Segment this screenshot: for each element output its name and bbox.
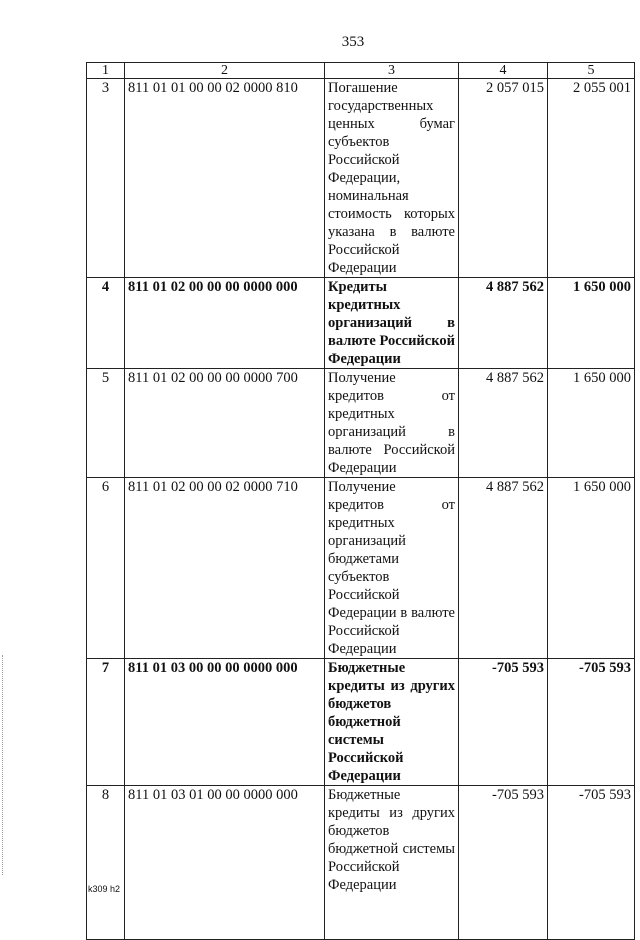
value-col-5: 1 650 000 (548, 278, 635, 369)
table-row (87, 786, 635, 940)
row-description: Кредиты кредитных организаций в валюте Российской Федерации (325, 278, 459, 369)
value-col-4: -705 593 (459, 786, 548, 940)
value-col-4: 4 887 562 (459, 478, 548, 659)
value-col-4: 4 887 562 (459, 278, 548, 369)
value-col-4: 4 887 562 (459, 369, 548, 478)
row-description: Бюджетные кредиты из других бюджетов бюджетной системы Российской Федерации (325, 786, 459, 940)
row-description: Погашение государственных ценных бумаг субъектов Российской Федерации, номинальная стоимость которых указана в валюте Российской Федерации (325, 79, 459, 278)
value-col-5: -705 593 (548, 786, 635, 940)
row-number: 4 (87, 278, 125, 369)
budget-table (86, 62, 635, 940)
table-row (87, 79, 635, 278)
table-row (87, 369, 635, 478)
table-header-row (87, 63, 635, 79)
budget-code: 811 01 02 00 00 00 0000 000 (125, 278, 325, 369)
row-number: 5 (87, 369, 125, 478)
row-number: 8 (87, 786, 125, 940)
table-row (87, 659, 635, 786)
budget-code: 811 01 03 00 00 00 0000 000 (125, 659, 325, 786)
table-row (87, 278, 635, 369)
value-col-4: -705 593 (459, 659, 548, 786)
value-col-5: 1 650 000 (548, 478, 635, 659)
table-row (87, 478, 635, 659)
value-col-5: -705 593 (548, 659, 635, 786)
row-number: 7 (87, 659, 125, 786)
budget-code: 811 01 02 00 00 00 0000 700 (125, 369, 325, 478)
budget-code: 811 01 01 00 00 02 0000 810 (125, 79, 325, 278)
row-number: 3 (87, 79, 125, 278)
row-description: Получение кредитов от кредитных организаций в валюте Российской Федерации (325, 369, 459, 478)
row-number: 6 (87, 478, 125, 659)
value-col-5: 1 650 000 (548, 369, 635, 478)
row-description: Бюджетные кредиты из других бюджетов бюджетной системы Российской Федерации (325, 659, 459, 786)
row-description: Получение кредитов от кредитных организаций бюджетами субъектов Российской Федерации в валюте Российской Федерации (325, 478, 459, 659)
budget-code: 811 01 03 01 00 00 0000 000 (125, 786, 325, 940)
value-col-4: 2 057 015 (459, 79, 548, 278)
column-header: 5 (548, 63, 635, 79)
column-header: 2 (125, 63, 325, 79)
column-header: 1 (87, 63, 125, 79)
page-number: 353 (341, 34, 365, 50)
column-header: 4 (459, 63, 548, 79)
budget-code: 811 01 02 00 00 02 0000 710 (125, 478, 325, 659)
footer-code: k309 h2 (88, 884, 121, 894)
binding-margin-marks (2, 655, 5, 875)
column-header: 3 (325, 63, 459, 79)
value-col-5: 2 055 001 (548, 79, 635, 278)
